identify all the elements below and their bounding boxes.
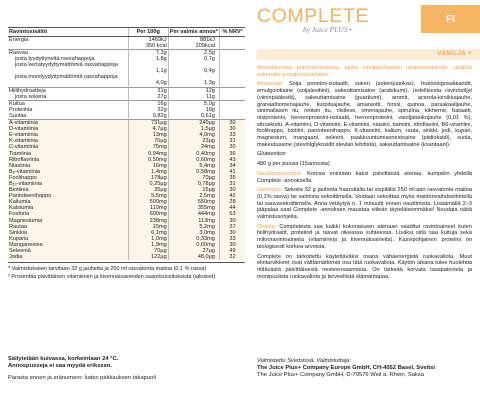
table-row — [8, 50, 245, 57]
nutrient-name: Suolaa — [9, 112, 27, 119]
per-100g-cell-value: 1,4mg — [151, 168, 167, 175]
prep-label: Valmistus: — [257, 187, 283, 194]
table-footnotes — [8, 262, 245, 280]
per-serving-cell-value: 0,4g — [204, 68, 215, 75]
per-100g-cell-value: 6,1mg — [151, 229, 167, 236]
prep-paragraph — [257, 187, 472, 221]
table-row — [8, 37, 245, 50]
flavour-banner: VANILJA + — [257, 49, 480, 60]
nrv-cell — [219, 87, 245, 94]
usage-text: Korvaa enintään kaksi päivittäistä ateriaa, kumpikin yhdellä Complete -annoksella. — [257, 170, 472, 184]
language-badge: FI — [421, 5, 480, 33]
ingredients-label: Ainesosat: — [257, 81, 284, 88]
nrv-cell: 35 — [219, 175, 245, 181]
per-serving-cell-value: 0,40mg — [196, 150, 215, 157]
nrv-cell: 34 — [219, 163, 245, 169]
per-100g-cell-value: 27g — [157, 93, 167, 100]
per-100g-cell — [128, 50, 168, 57]
nrv-cell: 28 — [219, 199, 245, 205]
prep-text: Sekoita 32 g jauhetta haarukalla tai vispilällä 250 ml:aan rasvatonta maitoa (0,1% rasva) tai valmista sekoittimella. Voidaan sekoittaa myös maidonvaihdoettimellä tai sauvasekoittimella. Anna vetäytyä n. 1 minuutti ennen nauttimista. Lisäämällä 2–3 jääpalaa saat Complete -annoksen maustaa viileän täyteläisemmäksi! Noudata näitä valmistusohjeita. — [257, 187, 472, 221]
ingredients-text: Soija proteiini-isolaatti, sokeri (sokerijuurikas), fruktooligosakkaridit, emulgointiaine (soijalesitiini), sakeuttamisaine (arabikumi), (edellisesta ravintoöljyt (viininpäälestä), sakeuttamisaine (guarkumi), aromit, acerola-kirsikkajauhe, granaattiomenajauhe, kurpitsajauhe, amarantti, hirssi, quinoa, parsakaalijauhe, sinimailasen itu, retiisin itu, riisilese, omenajauhe, spirulina, kikherne, bataatti, riisiproteiini, hernenproteiini-isolaatti, hernenproteiini, vaniljatankojauhe (0,01 %), sitruskuitu, A-vitamiini, D-vitamiini, E-vitamiini, niasiini, tiamiini, riboflaviini, B6-vitamiini, foolihappo, biotiini, pantoteenihappo, K-vitamiini, kalium, rauta, sinkki, jodi, kupari, magnesium, mangaani, seleeni, paakkuuntumisenestoaine (piidioksidi), suola, makeutusaine (steviolglykosidit stevian lehdistä), sakeuttamisaine (ksantaani). — [257, 81, 473, 148]
per-100g-cell-value: 1,9mg — [151, 241, 167, 248]
nutrient-name: josta kertatyydyttymättömiä rasvahappoja — [15, 62, 118, 69]
nrv-cell — [219, 113, 245, 120]
per-serving-cell — [168, 50, 219, 57]
per-100g-cell-value: 731µg — [151, 120, 167, 127]
nutrient-name: Niasiinia — [8, 163, 128, 169]
nrv-cell — [219, 94, 245, 101]
flavour-label: VANILJA — [437, 51, 466, 57]
per-serving-cell-value-alt: 209kcal — [195, 43, 215, 50]
nrv-cell: 30 — [219, 187, 245, 193]
per-100g-cell — [128, 100, 168, 107]
nutrient-name: Riboflaviinia — [8, 157, 128, 163]
per-serving-cell — [168, 94, 219, 101]
per-serving-cell-value: 113mg — [198, 217, 215, 224]
nutrient-name: Kuparia — [8, 236, 128, 242]
table-row — [8, 94, 245, 101]
nutrient-name: E-vitamiinia — [8, 132, 128, 138]
per-serving-cell-value: 0,58mg — [196, 168, 215, 175]
per-serving-cell-value: 444mg — [197, 211, 215, 218]
per-100g-cell-value: 238mg — [149, 217, 167, 224]
table-row — [8, 254, 245, 260]
nutrient-name: Manganeesia — [8, 242, 128, 248]
nutrient-name: Kuitua — [8, 100, 128, 107]
per-100g-cell-value: 4,0g — [155, 80, 167, 87]
nrv-cell: 30 — [219, 120, 245, 127]
nutrient-name: B₆-vitamiinia — [8, 169, 128, 175]
per-serving-cell — [168, 113, 219, 120]
manufacturer-2: The Juice Plus+ Company GmbH, D-79576 Weil a. Rhein, Saksa — [257, 372, 424, 378]
per-100g-cell-value: 600mg — [149, 211, 167, 218]
per-serving-cell-value: 0,61g — [200, 112, 215, 119]
per-serving-cell-value: 881kJ — [199, 37, 215, 43]
gluten-free: Gluteeniton — [257, 151, 286, 158]
per-serving-cell-value: 2,5g — [204, 50, 215, 57]
per-serving-cell-value: 0,33mg — [196, 235, 215, 242]
per-serving-cell-value: 48,0µg — [197, 254, 215, 261]
manufacturer-label: Valmistettu Sveitsissä. Valmistuttaja: — [257, 358, 351, 364]
nutrient-name: Kaliumia — [8, 199, 128, 205]
product-info-panel — [257, 0, 480, 400]
per-serving-cell-value: 0,60mg — [196, 156, 215, 163]
nrv-cell: 31 — [219, 138, 245, 144]
nrv-cell — [219, 50, 245, 57]
per-100g-cell — [128, 37, 168, 50]
nutrient-name: Rautaa — [8, 224, 128, 230]
nutrient-name: Seleeniä — [8, 248, 128, 254]
per-100g-cell-value: 13mg — [152, 132, 167, 139]
table-row — [8, 113, 245, 120]
per-serving-cell-value: 23µg — [202, 138, 215, 145]
nrv-cell: 30 — [219, 242, 245, 248]
nutrient-name: Biotiinia — [8, 187, 128, 193]
nutrient-name: Hiilihydraatteja — [8, 87, 128, 94]
per-100g-cell-value: 16mg — [152, 162, 167, 169]
footnote-serving: * Valmistukseen tarvitaan 32 g jauhetta ja 250 ml rasvatonta maitoa (0,1 % rasva) — [8, 266, 207, 273]
header-nutrient: Ravintosisältö — [8, 28, 128, 37]
per-serving-cell-value: 2,5mg — [199, 193, 215, 200]
per-serving-cell — [168, 62, 219, 74]
per-100g-cell-value: 35µg — [154, 187, 167, 194]
nutrition-table — [8, 27, 245, 260]
nutrient-name: C-vitamiinia — [8, 144, 128, 150]
nrv-cell — [219, 37, 245, 50]
per-100g-cell-value: 70µg — [154, 138, 167, 145]
nutrient-name: Proteiinia — [9, 106, 33, 113]
nrv-cell — [219, 100, 245, 107]
manufacturer-1: The Juice Plus+ Company Europe GmbH, CH-4052 Basel, Sveitsi — [257, 365, 435, 371]
per-100g-cell-value-alt: 350 kcal — [145, 43, 167, 50]
pack-size: 480 g per pussia (15annosta) — [257, 161, 330, 168]
per-100g-cell — [128, 74, 168, 87]
table-row — [8, 120, 245, 127]
header-nrv: % NRV² — [219, 28, 245, 37]
per-100g-cell-value: 0,50mg — [148, 156, 167, 163]
nrv-cell: 42 — [219, 193, 245, 199]
storage-info — [8, 356, 245, 382]
nutrient-name: josta sokeria — [15, 93, 47, 100]
usage-label: Nauttimissuositus: — [257, 170, 303, 177]
nutrient-name: Energia — [9, 37, 29, 43]
per-serving-cell — [168, 74, 219, 87]
best-before-note: Parasta ennen ja eränumero: katso pakkauksen takapuoli — [8, 375, 156, 381]
per-serving-cell — [168, 120, 219, 127]
per-serving-cell-value: 1,3g — [204, 80, 215, 87]
nutrient-name: Sinkkiä — [8, 230, 128, 236]
per-100g-cell-value: 122µg — [151, 254, 167, 261]
nutrition-panel — [8, 27, 245, 281]
nrv-cell: 31 — [219, 181, 245, 187]
per-100g-cell — [128, 254, 168, 260]
nutrient-name: Jodia — [8, 254, 128, 260]
per-serving-cell-value: 5,2mg — [199, 223, 215, 230]
nrv-cell: 30 — [219, 218, 245, 224]
per-serving-cell-value: 15µg — [202, 187, 215, 194]
per-100g-cell-value: 500mg — [149, 199, 167, 206]
per-100g-cell-value: 75mg — [152, 144, 167, 151]
table-row — [8, 87, 245, 94]
per-100g-cell-value: 15mg — [152, 223, 167, 230]
per-100g-cell — [128, 120, 168, 127]
per-serving-cell-value: 1,5µg — [200, 126, 215, 133]
footnote-nrv: ² Prosenttia päivittäisen vitamiinien ja kivennäisaineiden saantisuosituksista (aikuiset) — [8, 273, 216, 280]
per-100g-cell-value: 178µg — [151, 174, 167, 181]
per-100g-cell-value: 16g — [157, 100, 167, 107]
per-100g-cell-value: 0,82g — [152, 112, 167, 119]
nrv-cell: 33 — [219, 236, 245, 242]
per-serving-cell-value: 3,0mg — [199, 229, 215, 236]
brand-name: COMPLETE — [257, 5, 370, 27]
tagline: Ateriankorvike pulverimuodossa, jauhe vaniljapohjaisiin ravintosuojuksiin, sisältää sokereita ja makeutusaineita. — [257, 65, 472, 78]
table-row — [8, 100, 245, 107]
per-100g-cell-value: 1469kJ — [148, 37, 167, 43]
per-serving-cell — [168, 87, 219, 94]
nrv-cell: 43 — [219, 157, 245, 163]
nutrient-name: josta monityydyttymättömiä rasvahappoja — [15, 74, 118, 81]
nutrient-name: B₁₂-vitamiinia — [8, 181, 128, 187]
ingredients-paragraph — [257, 81, 472, 148]
nrv-cell: 44 — [219, 205, 245, 211]
per-serving-cell-value: 11g — [206, 93, 215, 100]
nutrient-name: josta tyydyttyneitä rasvahappoja — [15, 56, 95, 63]
per-100g-cell-value: 7,3g — [155, 50, 167, 57]
nrv-cell: 30 — [219, 144, 245, 150]
per-100g-cell — [128, 62, 168, 74]
nrv-cell: 36 — [219, 151, 245, 157]
nrv-cell: 32 — [219, 254, 245, 260]
nutrient-name: Rasvaa — [8, 50, 128, 57]
per-100g-cell-value: 31g — [157, 87, 167, 94]
nrv-cell: 30 — [219, 126, 245, 132]
per-serving-cell — [168, 37, 219, 50]
manufacturer-info — [257, 358, 472, 379]
per-100g-cell-value: 0,25µg — [149, 180, 167, 187]
storage-line-1: Säilytetään kuivassa, korkeintaan 24 °C. — [8, 356, 119, 362]
per-serving-cell-value: 240µg — [199, 120, 215, 127]
header-per-100g: Per 100g — [128, 28, 168, 37]
per-100g-cell-value: 4,7µg — [152, 126, 167, 133]
storage-line-2: Annospusseja ei saa myydä erikseen. — [8, 363, 113, 369]
per-serving-cell-value: 19g — [205, 106, 215, 113]
nutrient-name: Pantoteenihappo — [8, 193, 128, 199]
nutrient-name: Kalsiumia — [8, 205, 128, 211]
per-serving-cell — [168, 254, 219, 260]
nutrient-name: Magnesiumia — [8, 218, 128, 224]
per-serving-cell-value: 550mg — [197, 199, 215, 206]
nrv-cell: 33 — [219, 132, 245, 138]
per-100g-cell-value: 1,1g — [155, 68, 167, 75]
per-100g-cell-value: 110mg — [150, 205, 167, 212]
per-serving-cell-value: 24mg — [200, 144, 215, 151]
per-serving-cell — [168, 100, 219, 107]
per-serving-cell-value: 0,78µg — [197, 180, 215, 187]
per-100g-cell-value: 5,5mg — [151, 193, 167, 200]
per-100g-cell — [128, 113, 168, 120]
per-serving-cell-value: 27µg — [202, 248, 215, 254]
nutrient-name: D-vitamiinia — [8, 126, 128, 132]
per-100g-cell-value: 70µg — [154, 248, 167, 254]
table-row — [8, 74, 245, 87]
nutrient-name: A-vitamiinia — [8, 120, 128, 127]
per-100g-cell-value: 32g — [157, 106, 167, 113]
extra-paragraph: Complete on tarkoitettu käytettäväksi osana vähäenergistä ruokavaliota. Muut elintarvikkeet ovat välttämättömiä osa tätä ruokavaliota. Käytön aikana tulee huolehtia riittävästä päivittäisestä nesteensaannista. On tärkeää korvata tasapainoista ja monipuolista ruokavaliota ja terveellistä elämäntapaa. — [257, 253, 472, 280]
nrv-cell: 41 — [219, 169, 245, 175]
per-serving-cell-value: 5,4mg — [199, 162, 215, 169]
note-label: Ohjeita: — [257, 223, 277, 230]
per-serving-cell-value: 355mg — [197, 205, 215, 212]
nutrient-name: Foolihappo — [8, 175, 128, 181]
per-100g-cell-value: 1,0mg — [151, 235, 167, 242]
brand-logo — [257, 6, 377, 34]
nrv-cell: 63 — [219, 211, 245, 217]
per-100g-cell — [128, 94, 168, 101]
brand-byline: by Juice PLUS+ — [303, 25, 353, 34]
per-serving-cell-value: 4,0mg — [199, 132, 215, 139]
per-serving-cell-value: 0,7g — [204, 56, 215, 63]
per-serving-cell-value: 0,60mg — [196, 241, 215, 248]
per-100g-cell-value: 1,8g — [155, 56, 167, 63]
nrv-cell — [219, 62, 245, 74]
nutrient-name: K-vitamiinia — [8, 138, 128, 144]
nrv-cell: 49 — [219, 248, 245, 254]
nutrient-name: Tiamiinia — [8, 151, 128, 157]
note-text: Completesta saa kaikki kokonaiseen ateriaan vaaditut ravintoaineet kuten hiilihydraatit, proteiinit ja rasvat oikeassa suhteessa. Lisäksi siitä saa kuituja sekä mikroravintoaineita (vitamiineja ja kivennäisaineita). Kasvipohjainen proteiini on biologisesti korkea-arvoista. — [257, 223, 472, 250]
note-paragraph — [257, 224, 472, 251]
nrv-cell: 30 — [219, 230, 245, 236]
per-100g-cell — [128, 87, 168, 94]
per-serving-cell-value: 12g — [205, 87, 215, 94]
nutrient-name: Fosforia — [8, 211, 128, 217]
header-per-serving: Per valmis annos* — [169, 29, 218, 35]
nrv-cell — [219, 74, 245, 87]
per-serving-cell-value: 5,0g — [204, 100, 215, 107]
per-100g-cell-value: 0,94mg — [148, 150, 167, 157]
usage-paragraph — [257, 171, 472, 184]
per-serving-cell-value: 70µg — [202, 174, 215, 181]
table-header-row — [8, 28, 245, 37]
nrv-cell: 37 — [219, 224, 245, 230]
product-description — [257, 65, 472, 283]
table-row — [8, 62, 245, 74]
